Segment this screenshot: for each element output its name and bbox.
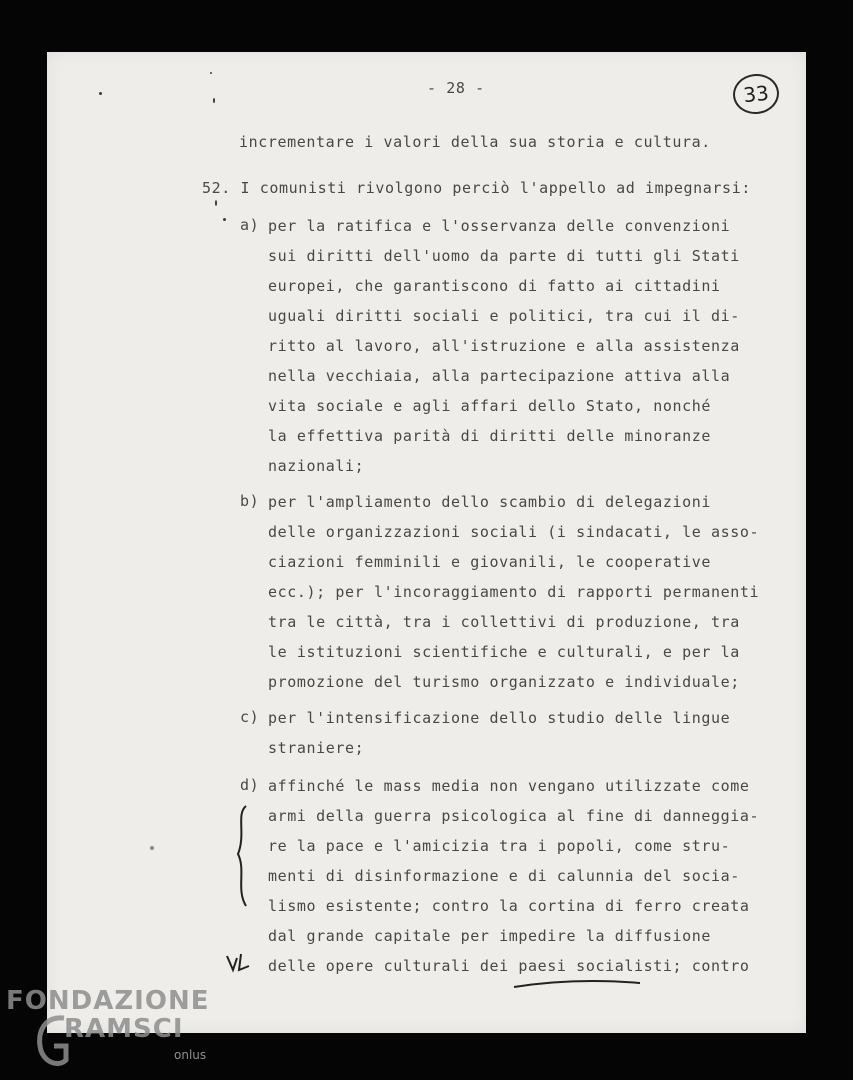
item-a-line: vita sociale e agli affari dello Stato, nonché — [268, 397, 712, 415]
logo-line2: RAMSCI — [64, 1014, 184, 1044]
item-d-line: delle opere culturali dei paesi socialisti; contro — [268, 957, 750, 975]
paper-speck — [150, 846, 154, 850]
item-d-letter: d) — [240, 776, 260, 794]
item-a-line: ritto al lavoro, all'istruzione e alla assistenza — [268, 337, 740, 355]
item-d-line: armi della guerra psicologica al fine di danneggia- — [268, 807, 760, 825]
item-d-line: re la pace e l'amicizia tra i popoli, come stru- — [268, 837, 731, 855]
intro-line: incrementare i valori della sua storia e cultura. — [239, 133, 711, 151]
item-a-line: nella vecchiaia, alla partecipazione attiva alla — [268, 367, 731, 385]
item-a-letter: a) — [240, 216, 260, 234]
item-c-letter: c) — [240, 708, 260, 726]
item-d-line: dal grande capitale per impedire la diffusione — [268, 927, 712, 945]
item-b-line: promozione del turismo organizzato e individuale; — [268, 673, 740, 691]
page-number: - 28 - — [427, 79, 485, 97]
item-b-letter: b) — [240, 492, 260, 510]
fondazione-gramsci-logo — [6, 986, 226, 1076]
ink-speck — [223, 218, 226, 221]
item-a-line: la effettiva parità di diritti delle minoranze — [268, 427, 712, 445]
item-b-line: ecc.); per l'incoraggiamento di rapporti permanenti — [268, 583, 760, 601]
ink-speck — [210, 72, 212, 74]
item-b-line: ciazioni femminili e giovanili, le cooperative — [268, 553, 712, 571]
item-c-line: per l'intensificazione dello studio delle lingue — [268, 709, 731, 727]
logo-line1: FONDAZIONE — [6, 986, 210, 1016]
ink-speck — [215, 200, 217, 206]
item-c-line: straniere; — [268, 739, 365, 757]
item-a-line: nazionali; — [268, 457, 365, 475]
item-a-line: europei, che garantiscono di fatto ai cittadini — [268, 277, 721, 295]
item-b-line: delle organizzazioni sociali (i sindacati, le asso- — [268, 523, 760, 541]
handwritten-bracket — [232, 804, 252, 908]
item-a-line: sui diritti dell'uomo da parte di tutti gli Stati — [268, 247, 740, 265]
item-d-line: affinché le mass media non vengano utilizzate come — [268, 777, 750, 795]
ink-speck — [99, 92, 102, 95]
item-b-line: le istituzioni scientifiche e culturali, e per la — [268, 643, 740, 661]
handwritten-underline — [512, 977, 642, 991]
item-b-line: per l'ampliamento dello scambio di delegazioni — [268, 493, 712, 511]
item-d-line: menti di disinformazione e di calunnia del socia- — [268, 867, 740, 885]
item-d-line: lismo esistente; contro la cortina di ferro creata — [268, 897, 750, 915]
item-a-line: per la ratifica e l'osservanza delle convenzioni — [268, 217, 731, 235]
logo-suffix: onlus — [174, 1048, 207, 1062]
paragraph-52: 52. I comunisti rivolgono perciò l'appello ad impegnarsi: — [202, 179, 751, 197]
item-a-line: uguali diritti sociali e politici, tra cui il di- — [268, 307, 740, 325]
document-page — [47, 52, 806, 1033]
handwritten-margin-mark — [225, 950, 253, 976]
item-b-line: tra le città, tra i collettivi di produzione, tra — [268, 613, 740, 631]
folio-number-circled: 33 — [731, 72, 781, 117]
ink-speck — [213, 98, 215, 103]
